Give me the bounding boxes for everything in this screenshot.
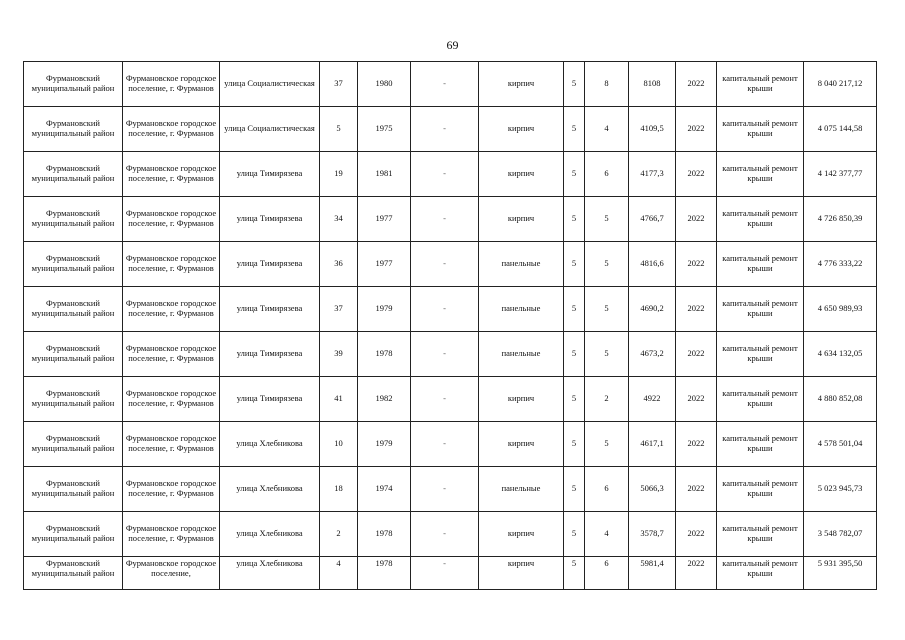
cost-cell: 4 634 132,05 <box>804 332 877 377</box>
work-type-cell: капитальный ремонт крыши <box>717 197 804 242</box>
area-cell: 4766,7 <box>629 197 676 242</box>
municipality-cell: Фурмановский муниципальный район <box>24 422 123 467</box>
street-cell: улица Хлебникова <box>220 467 320 512</box>
build-year-cell: 1977 <box>358 197 411 242</box>
work-type-cell: капитальный ремонт крыши <box>717 377 804 422</box>
settlement-cell: Фурмановское городское поселение, г. Фурманов <box>123 512 220 557</box>
street-cell: улица Тимирязева <box>220 197 320 242</box>
municipality-cell: Фурмановский муниципальный район <box>24 107 123 152</box>
floors-cell: 5 <box>564 197 585 242</box>
municipality-cell: Фурмановский муниципальный район <box>24 557 123 590</box>
build-year-cell: 1975 <box>358 107 411 152</box>
dash-cell: - <box>411 467 479 512</box>
entrances-cell: 4 <box>585 107 629 152</box>
municipality-cell: Фурмановский муниципальный район <box>24 287 123 332</box>
street-cell: улица Социалистическая <box>220 62 320 107</box>
cost-cell: 4 650 989,93 <box>804 287 877 332</box>
table-row <box>24 467 877 512</box>
build-year-cell: 1981 <box>358 152 411 197</box>
wall-material-cell: кирпич <box>479 107 564 152</box>
cost-cell: 4 142 377,77 <box>804 152 877 197</box>
entrances-cell: 5 <box>585 242 629 287</box>
plan-year-cell: 2022 <box>676 197 717 242</box>
build-year-cell: 1979 <box>358 422 411 467</box>
work-type-cell: капитальный ремонт крыши <box>717 557 804 590</box>
work-type-cell: капитальный ремонт крыши <box>717 332 804 377</box>
entrances-cell: 5 <box>585 422 629 467</box>
municipality-cell: Фурмановский муниципальный район <box>24 242 123 287</box>
table-row <box>24 107 877 152</box>
street-cell: улица Тимирязева <box>220 332 320 377</box>
street-cell: улица Хлебникова <box>220 422 320 467</box>
floors-cell: 5 <box>564 107 585 152</box>
table-body <box>24 62 877 590</box>
house-number-cell: 10 <box>320 422 358 467</box>
work-type-cell: капитальный ремонт крыши <box>717 422 804 467</box>
area-cell: 4816,6 <box>629 242 676 287</box>
floors-cell: 5 <box>564 332 585 377</box>
cost-cell: 4 075 144,58 <box>804 107 877 152</box>
plan-year-cell: 2022 <box>676 512 717 557</box>
settlement-cell: Фурмановское городское поселение, г. Фурманов <box>123 242 220 287</box>
house-number-cell: 36 <box>320 242 358 287</box>
street-cell: улица Хлебникова <box>220 557 320 590</box>
house-number-cell: 4 <box>320 557 358 590</box>
cost-cell: 3 548 782,07 <box>804 512 877 557</box>
table-row <box>24 377 877 422</box>
house-number-cell: 19 <box>320 152 358 197</box>
plan-year-cell: 2022 <box>676 107 717 152</box>
municipality-cell: Фурмановский муниципальный район <box>24 467 123 512</box>
cost-cell: 4 776 333,22 <box>804 242 877 287</box>
floors-cell: 5 <box>564 287 585 332</box>
area-cell: 4617,1 <box>629 422 676 467</box>
cost-cell: 5 023 945,73 <box>804 467 877 512</box>
settlement-cell: Фурмановское городское поселение, <box>123 557 220 590</box>
municipality-cell: Фурмановский муниципальный район <box>24 197 123 242</box>
entrances-cell: 6 <box>585 557 629 590</box>
floors-cell: 5 <box>564 557 585 590</box>
work-type-cell: капитальный ремонт крыши <box>717 152 804 197</box>
house-number-cell: 37 <box>320 62 358 107</box>
house-number-cell: 34 <box>320 197 358 242</box>
table-row <box>24 62 877 107</box>
dash-cell: - <box>411 152 479 197</box>
build-year-cell: 1974 <box>358 467 411 512</box>
municipality-cell: Фурмановский муниципальный район <box>24 377 123 422</box>
cost-cell: 4 578 501,04 <box>804 422 877 467</box>
dash-cell: - <box>411 287 479 332</box>
plan-year-cell: 2022 <box>676 557 717 590</box>
wall-material-cell: кирпич <box>479 197 564 242</box>
house-number-cell: 5 <box>320 107 358 152</box>
settlement-cell: Фурмановское городское поселение, г. Фурманов <box>123 287 220 332</box>
wall-material-cell: кирпич <box>479 377 564 422</box>
entrances-cell: 6 <box>585 152 629 197</box>
entrances-cell: 5 <box>585 287 629 332</box>
area-cell: 4673,2 <box>629 332 676 377</box>
plan-year-cell: 2022 <box>676 287 717 332</box>
plan-year-cell: 2022 <box>676 152 717 197</box>
work-type-cell: капитальный ремонт крыши <box>717 467 804 512</box>
settlement-cell: Фурмановское городское поселение, г. Фурманов <box>123 197 220 242</box>
dash-cell: - <box>411 197 479 242</box>
area-cell: 4922 <box>629 377 676 422</box>
area-cell: 5981,4 <box>629 557 676 590</box>
work-type-cell: капитальный ремонт крыши <box>717 287 804 332</box>
work-type-cell: капитальный ремонт крыши <box>717 512 804 557</box>
floors-cell: 5 <box>564 422 585 467</box>
entrances-cell: 5 <box>585 197 629 242</box>
plan-year-cell: 2022 <box>676 332 717 377</box>
table-row <box>24 557 877 590</box>
build-year-cell: 1979 <box>358 287 411 332</box>
house-number-cell: 37 <box>320 287 358 332</box>
municipality-cell: Фурмановский муниципальный район <box>24 332 123 377</box>
wall-material-cell: кирпич <box>479 557 564 590</box>
house-number-cell: 2 <box>320 512 358 557</box>
table-row <box>24 242 877 287</box>
cost-cell: 4 726 850,39 <box>804 197 877 242</box>
dash-cell: - <box>411 377 479 422</box>
area-cell: 3578,7 <box>629 512 676 557</box>
settlement-cell: Фурмановское городское поселение, г. Фурманов <box>123 62 220 107</box>
house-number-cell: 39 <box>320 332 358 377</box>
wall-material-cell: панельные <box>479 332 564 377</box>
house-number-cell: 18 <box>320 467 358 512</box>
dash-cell: - <box>411 557 479 590</box>
table-row <box>24 197 877 242</box>
table-row <box>24 287 877 332</box>
page-number: 69 <box>446 38 459 52</box>
entrances-cell: 8 <box>585 62 629 107</box>
plan-year-cell: 2022 <box>676 377 717 422</box>
floors-cell: 5 <box>564 512 585 557</box>
street-cell: улица Тимирязева <box>220 287 320 332</box>
entrances-cell: 6 <box>585 467 629 512</box>
floors-cell: 5 <box>564 62 585 107</box>
dash-cell: - <box>411 512 479 557</box>
cost-cell: 8 040 217,12 <box>804 62 877 107</box>
street-cell: улица Социалистическая <box>220 107 320 152</box>
dash-cell: - <box>411 62 479 107</box>
cost-cell: 5 931 395,50 <box>804 557 877 590</box>
area-cell: 5066,3 <box>629 467 676 512</box>
work-type-cell: капитальный ремонт крыши <box>717 62 804 107</box>
wall-material-cell: кирпич <box>479 62 564 107</box>
entrances-cell: 4 <box>585 512 629 557</box>
build-year-cell: 1978 <box>358 332 411 377</box>
build-year-cell: 1977 <box>358 242 411 287</box>
street-cell: улица Тимирязева <box>220 152 320 197</box>
wall-material-cell: кирпич <box>479 152 564 197</box>
build-year-cell: 1978 <box>358 512 411 557</box>
plan-year-cell: 2022 <box>676 242 717 287</box>
municipality-cell: Фурмановский муниципальный район <box>24 62 123 107</box>
plan-year-cell: 2022 <box>676 422 717 467</box>
floors-cell: 5 <box>564 152 585 197</box>
cost-cell: 4 880 852,08 <box>804 377 877 422</box>
area-cell: 8108 <box>629 62 676 107</box>
floors-cell: 5 <box>564 242 585 287</box>
wall-material-cell: панельные <box>479 467 564 512</box>
work-type-cell: капитальный ремонт крыши <box>717 107 804 152</box>
floors-cell: 5 <box>564 467 585 512</box>
wall-material-cell: панельные <box>479 242 564 287</box>
settlement-cell: Фурмановское городское поселение, г. Фурманов <box>123 107 220 152</box>
dash-cell: - <box>411 422 479 467</box>
wall-material-cell: кирпич <box>479 422 564 467</box>
settlement-cell: Фурмановское городское поселение, г. Фурманов <box>123 422 220 467</box>
wall-material-cell: панельные <box>479 287 564 332</box>
settlement-cell: Фурмановское городское поселение, г. Фурманов <box>123 377 220 422</box>
table-row <box>24 152 877 197</box>
entrances-cell: 2 <box>585 377 629 422</box>
wall-material-cell: кирпич <box>479 512 564 557</box>
plan-year-cell: 2022 <box>676 467 717 512</box>
build-year-cell: 1978 <box>358 557 411 590</box>
house-number-cell: 41 <box>320 377 358 422</box>
build-year-cell: 1980 <box>358 62 411 107</box>
build-year-cell: 1982 <box>358 377 411 422</box>
table-row <box>24 422 877 467</box>
plan-year-cell: 2022 <box>676 62 717 107</box>
street-cell: улица Тимирязева <box>220 377 320 422</box>
floors-cell: 5 <box>564 377 585 422</box>
area-cell: 4690,2 <box>629 287 676 332</box>
dash-cell: - <box>411 332 479 377</box>
work-type-cell: капитальный ремонт крыши <box>717 242 804 287</box>
dash-cell: - <box>411 242 479 287</box>
street-cell: улица Хлебникова <box>220 512 320 557</box>
municipality-cell: Фурмановский муниципальный район <box>24 512 123 557</box>
table-row <box>24 512 877 557</box>
area-cell: 4109,5 <box>629 107 676 152</box>
dash-cell: - <box>411 107 479 152</box>
table-row <box>24 332 877 377</box>
settlement-cell: Фурмановское городское поселение, г. Фурманов <box>123 467 220 512</box>
housing-repair-table <box>23 61 877 590</box>
municipality-cell: Фурмановский муниципальный район <box>24 152 123 197</box>
settlement-cell: Фурмановское городское поселение, г. Фурманов <box>123 152 220 197</box>
entrances-cell: 5 <box>585 332 629 377</box>
street-cell: улица Тимирязева <box>220 242 320 287</box>
settlement-cell: Фурмановское городское поселение, г. Фурманов <box>123 332 220 377</box>
area-cell: 4177,3 <box>629 152 676 197</box>
